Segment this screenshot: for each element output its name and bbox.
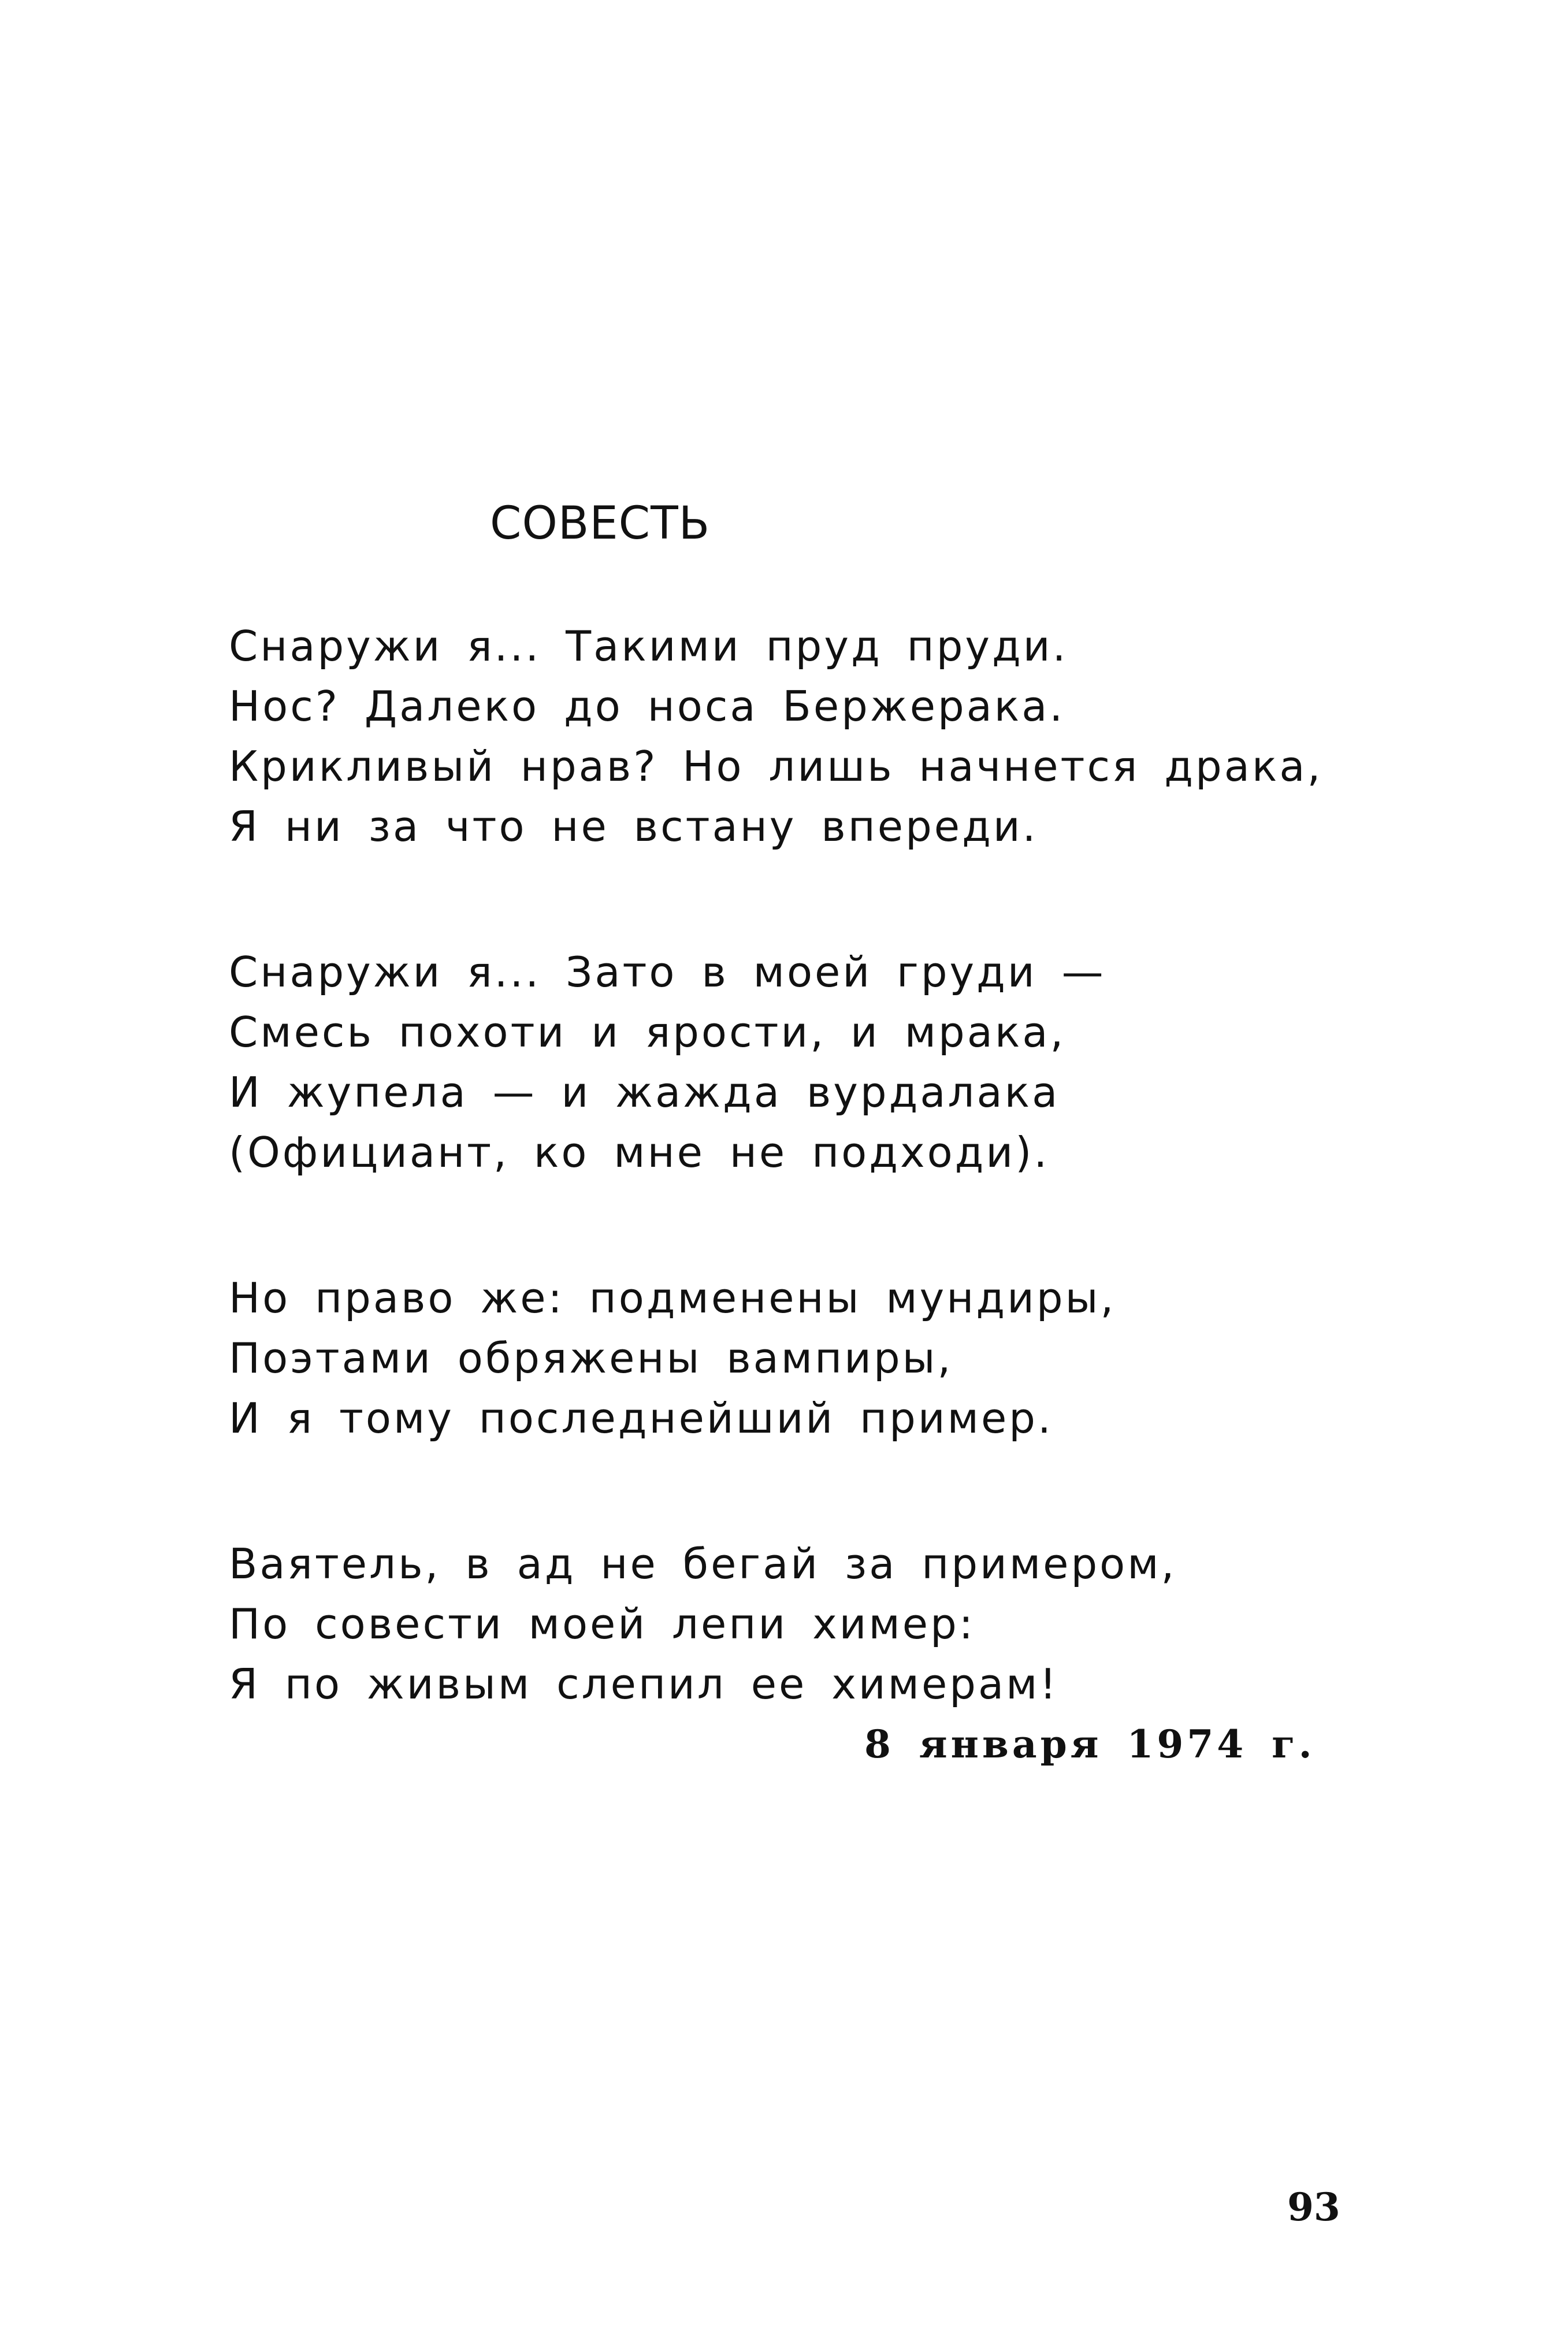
poem-line: Я ни за что не встану впереди.	[229, 802, 1038, 851]
poem-line: И я тому последнейший пример.	[229, 1394, 1053, 1442]
poem-line: Ваятель, в ад не бегай за примером,	[229, 1540, 1177, 1588]
poem-line: Снаружи я... Зато в моей груди —	[229, 948, 1106, 996]
poem-line: И жупела — и жажда вурдалака	[229, 1068, 1060, 1117]
stanza-4	[229, 1534, 1327, 1714]
poem-title: СОВЕСТЬ	[490, 498, 711, 550]
stanza-2	[229, 942, 1327, 1182]
poem-line: Но право же: подменены мундиры,	[229, 1274, 1116, 1322]
page-number: 93	[1287, 2185, 1340, 2230]
poem-line: По совести моей лепи химер:	[229, 1600, 976, 1648]
poem-line: (Официант, ко мне не подходи).	[229, 1128, 1050, 1177]
poem-line: Нос? Далеко до носа Бержерака.	[229, 682, 1065, 730]
poem-body	[229, 616, 1327, 1800]
poem-line: Я по живым слепил ее химерам!	[229, 1660, 1059, 1708]
poem-line: Снаружи я... Такими пруд пруди.	[229, 622, 1068, 670]
poem-date: 8 января 1974 г.	[864, 1722, 1316, 1767]
poem-line: Поэтами обряжены вампиры,	[229, 1334, 953, 1382]
stanza-3	[229, 1268, 1327, 1448]
stanza-1	[229, 616, 1327, 856]
poem-line: Смесь похоти и ярости, и мрака,	[229, 1008, 1066, 1056]
poem-line: Крикливый нрав? Но лишь начнется драка,	[229, 742, 1323, 791]
